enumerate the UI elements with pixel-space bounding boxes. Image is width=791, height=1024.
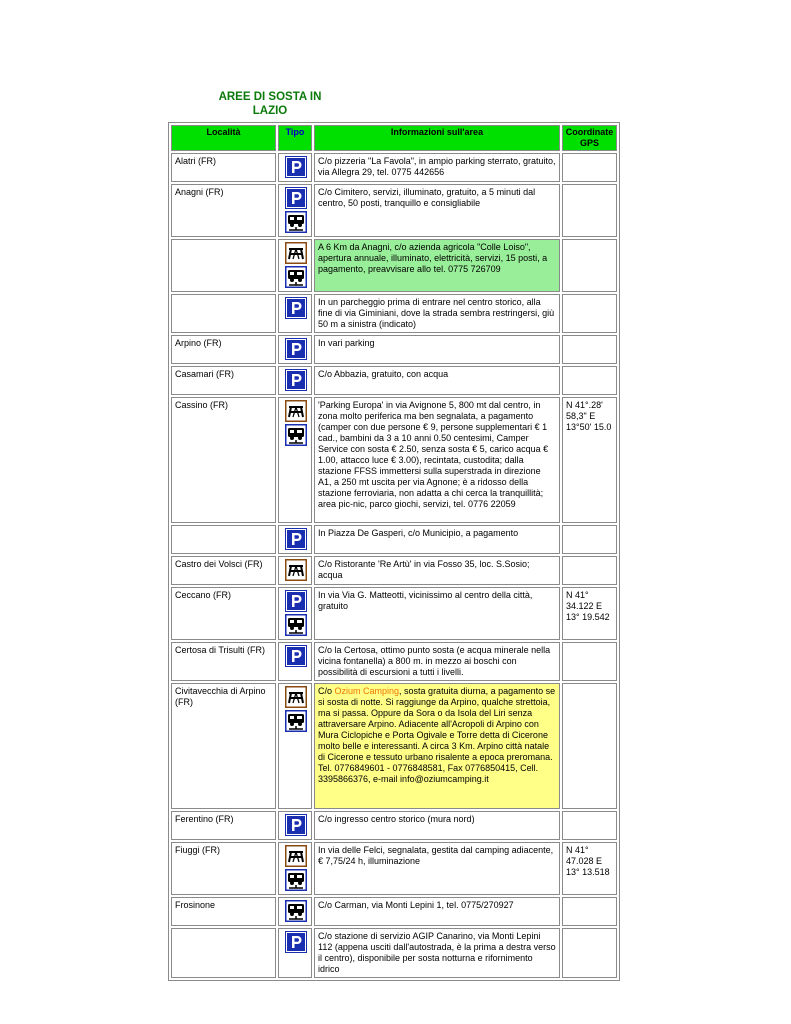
gps-cell (562, 335, 617, 364)
table-row (171, 811, 617, 840)
parking-icon (285, 528, 307, 550)
table-row (171, 153, 617, 182)
tipo-cell (278, 842, 312, 895)
localita-cell (171, 294, 276, 333)
info-cell: C/o Ristorante 'Re Artù' in via Fosso 35, loc. S.Sosio; acqua (314, 556, 560, 585)
parking-icon (285, 156, 307, 178)
info-cell: C/o stazione di servizio AGIP Canarino, via Monti Lepini 112 (appena usciti dall'autostrada, è la prima a destra verso il centro), disponibile per sosta notturna e rifornimento idrico (314, 928, 560, 978)
gps-cell (562, 153, 617, 182)
header-info: Informazioni sull'area (314, 125, 560, 151)
page-title: AREE DI SOSTA IN LAZIO (218, 91, 322, 117)
localita-cell: Frosinone (171, 897, 276, 926)
table-row (171, 525, 617, 554)
info-cell: C/o pizzeria "La Favola", in ampio parking sterrato, gratuito, via Allegra 29, tel. 0775 442656 (314, 153, 560, 182)
table-row (171, 366, 617, 395)
localita-cell (171, 239, 276, 292)
localita-cell: Castro dei Volsci (FR) (171, 556, 276, 585)
campsite-icon (285, 686, 307, 708)
ozium-camping-link[interactable]: Ozium Camping (334, 686, 400, 696)
localita-cell (171, 928, 276, 978)
camper-service-icon (285, 900, 307, 922)
tipo-cell (278, 928, 312, 978)
localita-cell: Certosa di Trisulti (FR) (171, 642, 276, 681)
gps-cell (562, 928, 617, 978)
localita-cell: Civitavecchia di Arpino (FR) (171, 683, 276, 809)
localita-cell: Anagni (FR) (171, 184, 276, 237)
camper-service-icon (285, 869, 307, 891)
localita-cell: Ferentino (FR) (171, 811, 276, 840)
table-row (171, 556, 617, 585)
parking-icon (285, 814, 307, 836)
info-cell: C/o la Certosa, ottimo punto sosta (e acqua minerale nella vicina fontanella) a 800 m. in mezzo ai boschi con possibilità di escursioni a tutti i livelli. (314, 642, 560, 681)
gps-cell (562, 642, 617, 681)
tipo-cell (278, 366, 312, 395)
tipo-cell (278, 642, 312, 681)
localita-cell: Fiuggi (FR) (171, 842, 276, 895)
info-cell: 'Parking Europa' in via Avignone 5, 800 mt dal centro, in zona molto periferica ma ben segnalata, a pagamento (camper con due persone € 9, persone supplementari € 1 cad., bambini da 3 a 10 anni 0.50 centesimi, Camper Service con sosta € 2.50, senza sosta € 5, carico acqua € 1.00, attacco luce € 3.00), recintata, custodita; dalla stazione FFSS immettersi sulla superstrada in direzione A1, a 250 mt uscita per via Agnone; è a ridosso della stazione ferroviaria, non adatta a chi cerca la tranquillità; area pic-nic, parco giochi, servizi, tel. 0776 22059 (314, 397, 560, 523)
localita-cell: Ceccano (FR) (171, 587, 276, 640)
gps-cell (562, 366, 617, 395)
camper-service-icon (285, 266, 307, 288)
table-row (171, 642, 617, 681)
table-row (171, 335, 617, 364)
tipo-cell (278, 683, 312, 809)
info-cell: In Piazza De Gasperi, c/o Municipio, a pagamento (314, 525, 560, 554)
camper-service-icon (285, 710, 307, 732)
info-cell (314, 683, 560, 809)
parking-icon (285, 187, 307, 209)
localita-cell: Arpino (FR) (171, 335, 276, 364)
localita-cell: Alatri (FR) (171, 153, 276, 182)
gps-cell (562, 811, 617, 840)
gps-cell (562, 525, 617, 554)
rest-areas-table (168, 122, 620, 981)
info-prefix: C/o (318, 686, 335, 696)
parking-icon (285, 297, 307, 319)
header-gps: Coordinate GPS (562, 125, 617, 151)
header-localita: Località (171, 125, 276, 151)
table-header-row (171, 125, 617, 151)
table-row (171, 239, 617, 292)
parking-icon (285, 338, 307, 360)
campsite-icon (285, 559, 307, 581)
gps-cell (562, 556, 617, 585)
parking-icon (285, 931, 307, 953)
camper-service-icon (285, 211, 307, 233)
campsite-icon (285, 242, 307, 264)
parking-icon (285, 645, 307, 667)
info-cell: A 6 Km da Anagni, c/o azienda agricola "Colle Loiso", apertura annuale, illuminato, elettricità, servizi, 15 posti, a pagamento, preavvisare allo tel. 0775 726709 (314, 239, 560, 292)
gps-cell (562, 184, 617, 237)
tipo-cell (278, 184, 312, 237)
info-cell: In vari parking (314, 335, 560, 364)
header-tipo: Tipo (278, 125, 312, 151)
tipo-cell (278, 811, 312, 840)
gps-cell: N 41°.28' 58,3" E 13°50' 15.0 (562, 397, 617, 523)
gps-cell: N 41° 34.122 E 13° 19.542 (562, 587, 617, 640)
gps-cell: N 41° 47.028 E 13° 13.518 (562, 842, 617, 895)
table-row (171, 842, 617, 895)
camper-service-icon (285, 424, 307, 446)
gps-cell (562, 897, 617, 926)
tipo-cell (278, 335, 312, 364)
info-text: , sosta gratuita diurna, a pagamento se si sosta di notte. Si raggiunge da Arpino, qualche strettoia, ma si passa. Oppure da Sora o da Isola del Liri senza attraversare Arpino. Adiacente all'Acropoli di Arpino con Mura Ciclopiche e Porta Ogivale e Torre detta di Cicerone molto belle e interessanti. A circa 3 Km. Arpino città natale di Cicerone e tessuto urbano risalente a epoca preromana. Tel. 0776849601 - 0776848581, Fax 0776850415, Cell. 3395866376, e-mail info@oziumcamping.it (318, 686, 556, 784)
tipo-cell (278, 294, 312, 333)
info-cell: In via delle Felci, segnalata, gestita dal camping adiacente, € 7,75/24 h, illuminazione (314, 842, 560, 895)
tipo-cell (278, 525, 312, 554)
tipo-cell (278, 397, 312, 523)
campsite-icon (285, 845, 307, 867)
table-row (171, 587, 617, 640)
tipo-cell (278, 587, 312, 640)
campsite-icon (285, 400, 307, 422)
table-row (171, 928, 617, 978)
table-row (171, 184, 617, 237)
tipo-cell (278, 556, 312, 585)
table-row (171, 397, 617, 523)
tipo-cell (278, 897, 312, 926)
table-row (171, 897, 617, 926)
table-row (171, 683, 617, 809)
parking-icon (285, 590, 307, 612)
gps-cell (562, 294, 617, 333)
info-cell: C/o Carman, via Monti Lepini 1, tel. 0775/270927 (314, 897, 560, 926)
gps-cell (562, 239, 617, 292)
localita-cell: Cassino (FR) (171, 397, 276, 523)
localita-cell (171, 525, 276, 554)
tipo-cell (278, 153, 312, 182)
camper-service-icon (285, 614, 307, 636)
info-cell: C/o ingresso centro storico (mura nord) (314, 811, 560, 840)
info-cell: In via Via G. Matteotti, vicinissimo al centro della città, gratuito (314, 587, 560, 640)
info-cell: In un parcheggio prima di entrare nel centro storico, alla fine di via Giminiani, dove la strada sembra restringersi, giù 50 m a sinistra (indicato) (314, 294, 560, 333)
localita-cell: Casamari (FR) (171, 366, 276, 395)
info-cell: C/o Cimitero, servizi, illuminato, gratuito, a 5 minuti dal centro, 50 posti, tranquillo e consigliabile (314, 184, 560, 237)
parking-icon (285, 369, 307, 391)
table-row (171, 294, 617, 333)
tipo-cell (278, 239, 312, 292)
info-cell: C/o Abbazia, gratuito, con acqua (314, 366, 560, 395)
gps-cell (562, 683, 617, 809)
table-body (171, 153, 617, 978)
